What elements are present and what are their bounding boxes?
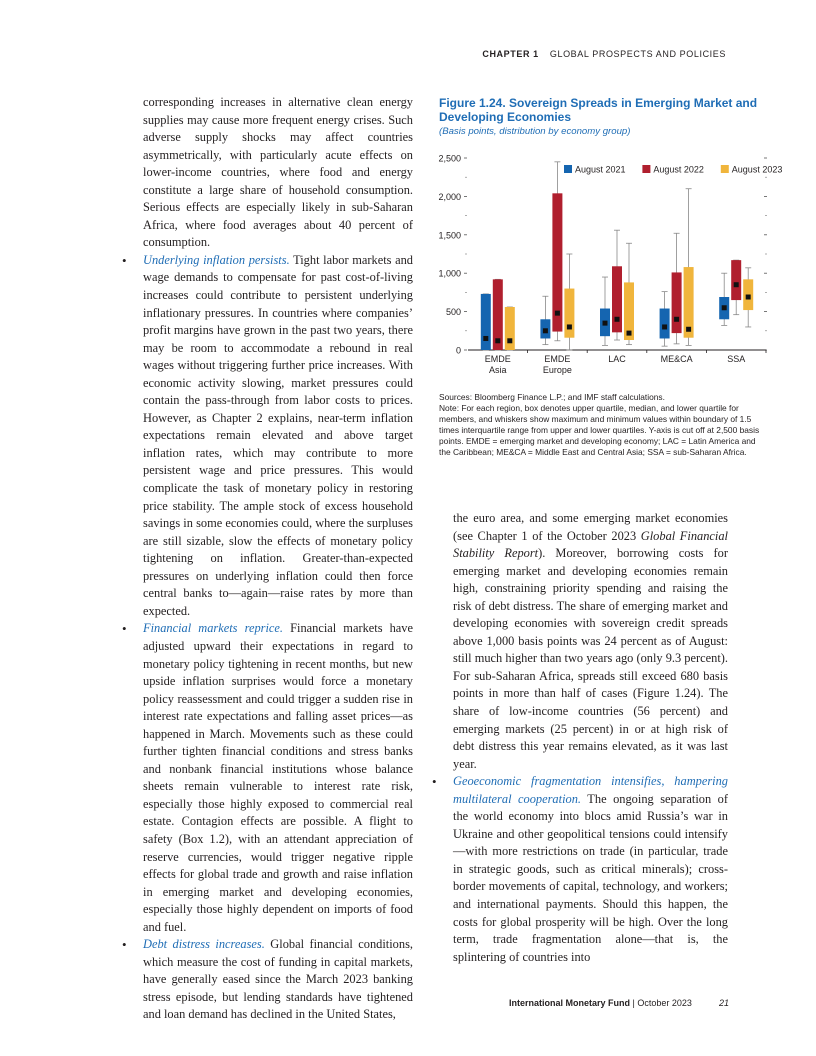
y-tick-label: 1,500 <box>438 230 461 241</box>
bullet-geoeconomic-fragmentation <box>432 773 728 966</box>
bullet-dot: • <box>122 621 127 637</box>
y-tick-label: 1,000 <box>438 268 461 279</box>
median-marker <box>734 282 739 287</box>
legend-swatch <box>642 165 650 173</box>
bullet-dot: • <box>122 252 127 268</box>
x-tick-label: Asia <box>489 365 507 375</box>
y-tick-label: 2,000 <box>438 191 461 202</box>
bullet-lead: Geoeconomic fragmentation intensifies, hampering multilateral cooperation. <box>453 774 728 806</box>
legend-label: August 2021 <box>575 164 626 175</box>
median-marker <box>615 317 620 322</box>
paragraph-text: ). Moreover, borrowing costs for emerging market and developing economies remain high, constraining priority spending and raising the risk of debt distress. The share of emerging market and developing economies with sovereign credit spreads above 1,000 basis points was 24 percent as of August: still much higher than two years ago (only 9.3 percent). For sub-Saharan Africa, spreads still exceed 680 basis points in more than half of cases (Figure 1.24). The share of low-income countries (56 percent) and emerging markets (25 percent) in or at high risk of debt distress this year remains elevated, as it was last year. <box>453 546 729 771</box>
median-marker <box>686 327 691 332</box>
bullet-lead: Underlying inflation persists. <box>143 252 290 267</box>
bullet-financial-markets <box>122 620 414 936</box>
running-header <box>482 49 726 59</box>
median-marker <box>567 324 572 329</box>
figure-sources: Sources: Bloomberg Finance L.P.; and IMF staff calculations. <box>439 392 665 402</box>
x-tick-label: SSA <box>727 354 746 364</box>
y-tick-label: 2,500 <box>438 153 461 164</box>
median-marker <box>603 321 608 326</box>
legend-swatch <box>564 165 572 173</box>
bullet-underlying-inflation <box>122 252 414 620</box>
median-marker <box>543 328 548 333</box>
bullet-debt-distress <box>122 936 413 1024</box>
y-tick-label: 0 <box>455 345 461 356</box>
x-tick-label: ME&CA <box>660 354 693 364</box>
chapter-title: GLOBAL PROSPECTS AND POLICIES <box>549 49 726 59</box>
legend-label: August 2023 <box>731 164 783 175</box>
paragraph-text: the euro area, and some emerging market economies (see Chapter 1 of the October 2023 <box>453 511 728 543</box>
median-marker <box>495 338 500 343</box>
median-marker <box>662 324 667 329</box>
bullet-lead: Debt distress increases. <box>143 937 265 952</box>
intro-paragraph: corresponding increases in alternative clean energy supplies may cause more frequent energy crises. Such adverse supply shocks may affect countries asymmetrically, with particularly acute effects on lower-income countries, where food and energy constitute a large share of household consumption. Serious effects are especially likely in sub-Saharan Africa, where food averages about 40 percent of consumption. <box>143 95 413 250</box>
legend-label: August 2022 <box>653 164 704 175</box>
box-0 <box>660 309 670 339</box>
left-column <box>122 94 414 1024</box>
bullet-text: Tight labor markets and wage demands to compensate for past cost-of-living increases could contribute to persistent underlying inflationary pressures. In countries where companies’ profit margins have grown in the past two years, there may be room to accommodate a rebound in real wages without triggering further price increases. With economic activity slowing, market pressures could contain the pass-through from labor costs to prices. However, as Chapter 2 explains, near-term inflation expectations remain elevated and above target inflation rates, which may contribute to more persistent wage and price pressures. This would complicate the task of monetary policy in restoring price stability. The ample stock of excess household savings in some economies could, where the surpluses are still sizable, slow the effects of monetary policy tightening on inflation. Greater-than-expected pressures on underlying inflation could then force central banks to—again—raise rates by more than expected. <box>143 252 414 618</box>
box-plot-chart <box>436 146 783 386</box>
y-tick-label: 500 <box>445 307 461 318</box>
footer-sep: | <box>630 998 638 1008</box>
chapter-label: CHAPTER 1 <box>482 49 539 59</box>
right-column <box>432 510 729 966</box>
bullet-dot: • <box>122 937 127 953</box>
bullet-dot: • <box>432 774 437 790</box>
report-title: Global Financial Stability Report <box>453 528 728 561</box>
x-tick-label: EMDE <box>484 354 511 364</box>
median-marker <box>507 338 512 343</box>
footer-org: International Monetary Fund <box>509 998 631 1008</box>
paragraph-borrowing-costs <box>453 510 728 773</box>
box-1 <box>672 272 682 333</box>
median-marker <box>483 336 488 341</box>
box-2 <box>505 307 515 350</box>
x-tick-label: Europe <box>542 365 572 375</box>
figure-notes <box>439 392 769 457</box>
box-0 <box>481 294 491 350</box>
legend-swatch <box>721 165 729 173</box>
x-tick-label: EMDE <box>544 354 571 364</box>
box-1 <box>612 266 622 332</box>
median-marker <box>627 331 632 336</box>
x-tick-label: LAC <box>608 354 626 364</box>
page-footer <box>509 998 692 1008</box>
median-marker <box>722 305 727 310</box>
figure-title: Figure 1.24. Sovereign Spreads in Emerging Market and Developing Economies <box>439 96 758 124</box>
median-marker <box>674 317 679 322</box>
page-number: 21 <box>719 998 730 1008</box>
bullet-lead: Financial markets reprice. <box>143 621 284 636</box>
box-1 <box>731 260 741 300</box>
bullet-text: Financial markets have adjusted upward their expectations in regard to monetary policy tightening in recent months, but new upside inflation surprises would force a monetary policy reassessment and could trigger a sudden rise in interest rate expectations and falling asset prices—as happened in March. Movements such as these could further tighten financial conditions and stress banks and nonbank financial institutions whose balance sheets remain vulnerable to interest rate risk, especially those highly exposed to commercial real estate. Contagion effects are possible. A flight to safety (Box 1.2), with an attendant appreciation of reserve currencies, would trigger negative ripple effects for global trade and growth and raise inflation in emerging market and developing economies, especially those highly dependent on imports of food and fuel. <box>143 621 414 934</box>
box-2 <box>564 289 574 338</box>
bullet-text: The ongoing separation of the world economy into blocs amid Russia’s war in Ukraine and other geopolitical tensions could intensify—with more restrictions on trade (in particular, trade in strategic goods, such as critical minerals); cross-border movements of capital, technology, and workers; and international payments. Should this happen, the costs for global prosperity will be high. Over the long term, trade fragmentation alone—that is, the splintering of countries into <box>453 791 728 964</box>
figure-subtitle: (Basis points, distribution by economy group) <box>439 126 631 137</box>
bullet-text: Global financial conditions, which measure the cost of funding in capital markets, have generally eased since the March 2023 banking stress episode, but lending standards have tightened and loan demand has declined in the United States, <box>143 937 413 1022</box>
footer-date: October 2023 <box>637 998 692 1008</box>
median-marker <box>746 295 751 300</box>
median-marker <box>555 311 560 316</box>
figure-note: Note: For each region, box denotes upper quartile, median, and lower quartile for members, and whiskers show maximum and minimum values within boundary of 1.5 times interquartile range from upper and lower quartiles. Y-axis is cut off at 2,500 basis points. EMDE = emerging market and developing economy; LAC = Latin America and the Caribbean; ME&CA = Middle East and Central Asia; SSA = sub-Saharan Africa. <box>439 402 760 457</box>
